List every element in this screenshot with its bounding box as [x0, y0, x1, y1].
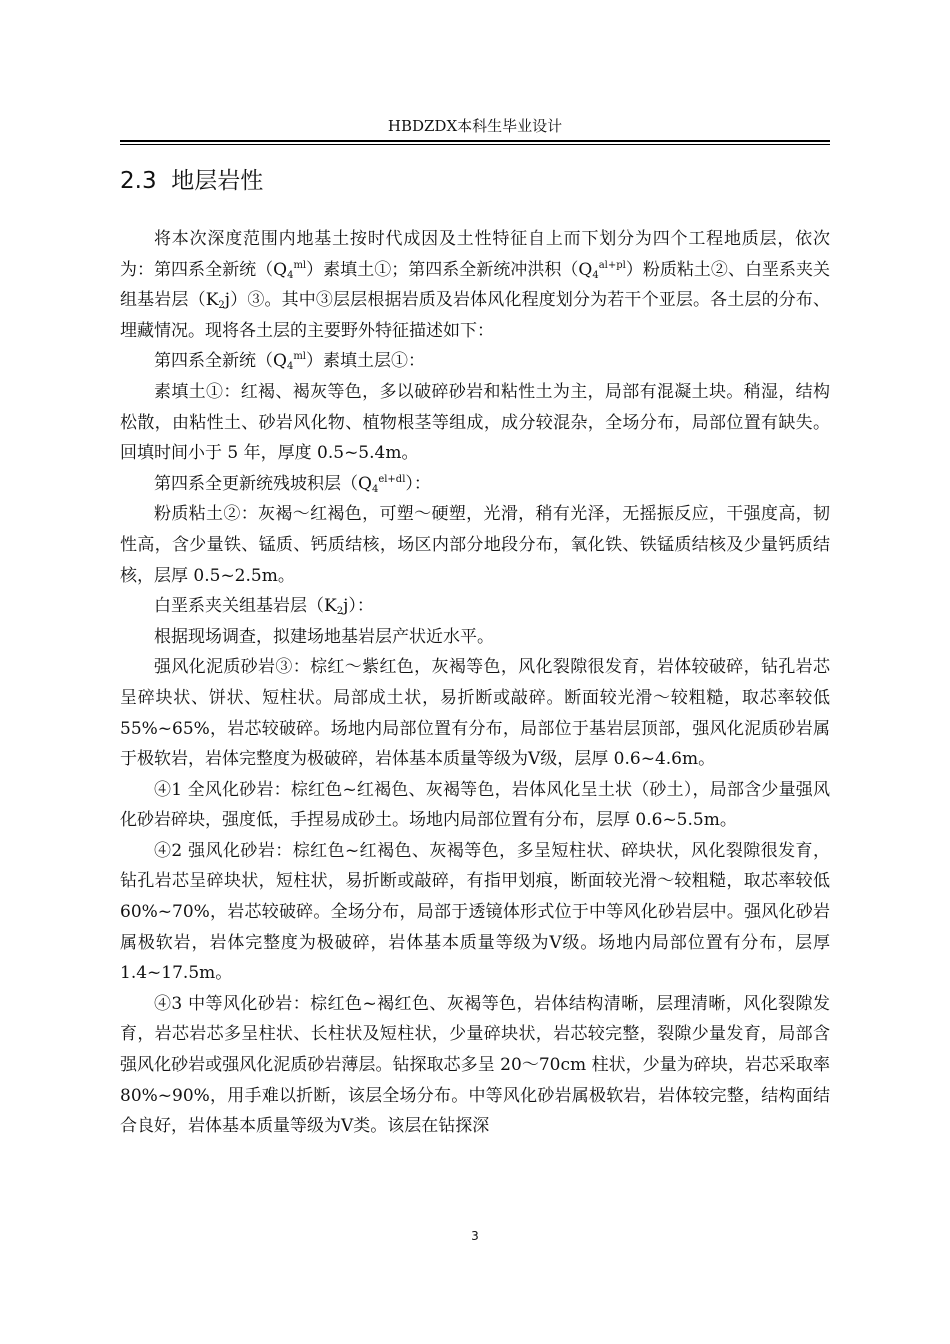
silty-clay-description: 粉质粘土②：灰褐～红褐色，可塑～硬塑，光滑，稍有光泽，无摇振反应，干强度高，韧性高，含少量铁、锰质、钙质结核，场区内部分地段分布，氧化铁、铁锰质结核及少量钙质结核，层厚 0.5~2.5m。: [120, 504, 830, 586]
section-heading: [120, 166, 263, 196]
page-header: HBDZDX本科生毕业设计: [387, 117, 563, 135]
bedrock-attitude: 根据现场调查，拟建场地基岩层产状近水平。: [154, 626, 494, 647]
body-text: [120, 224, 830, 1142]
header-rule-thin: [120, 144, 830, 145]
argillaceous-sandstone-description: 强风化泥质砂岩③：棕红～紫红色，灰褐等色，风化裂隙很发育，岩体较破碎，钻孔岩芯呈碎块状、饼状、短柱状。局部成土状，易折断或敲碎。断面较光滑～较粗糙，取芯率较低 55%~65%，岩芯较破碎。场地内局部位置有分布，局部位于基岩层顶部，强风化泥质砂岩属于极软岩，岩体完整度为极破碎，岩体基本质量等级为Ⅴ级，层厚 0.6~4.6m。: [120, 657, 830, 770]
intro-paragraph: 将本次深度范围内地基土按时代成因及土性特征自上而下划分为四个工程地质层，依次为：第四系全新统$(Q_4^{ml})$素填土①；第四系全新统冲洪积$(Q_4^{al+pl})$粉质粘土②、白垩系夹关组基岩层$(K_2j)③$。其中③层层根据岩质及岩体风化程度划分为若干个亚层。各土层的分布、埋藏情况。现将各土层的主要野外特征描述如下：: [120, 229, 831, 341]
section-title: 地层岩性: [171, 168, 264, 194]
layer-heading-fill: 第四系全新统$(Q_4^{ml})$素填土层①：: [154, 351, 425, 373]
moderately-weathered-sandstone: ④3 中等风化砂岩：棕红色~褐红色、灰褐等色，岩体结构清晰，层理清晰，风化裂隙发育，岩芯岩芯多呈柱状、长柱状及短柱状，少量碎块状，岩芯较完整，裂隙少量发育，局部含强风化砂岩或强风化泥质砂岩薄层。钻探取芯多呈 20～70cm 柱状，少量为碎块，岩芯采取率 80%~90%，用手难以折断，该层全场分布。中等风化砂岩属极软岩，岩体较完整，结构面结合良好，岩体基本质量等级为Ⅴ类。该层在钻探深: [120, 993, 830, 1137]
layer-heading-bedrock: 白垩系夹关组基岩层$(K_2j)$：: [154, 596, 374, 618]
strongly-weathered-sandstone: ④2 强风化砂岩：棕红色~红褐色、灰褐等色，多呈短柱状、碎块状，风化裂隙很发育，钻孔岩芯呈碎块状，短柱状，易折断或敲碎，有指甲划痕，断面较光滑～较粗糙，取芯率较低 60%~70%，岩芯较破碎。全场分布，局部于透镜体形式位于中等风化砂岩层中。强风化砂岩属极软岩，岩体完整度为极破碎，岩体基本质量等级为Ⅴ级。场地内局部位置有分布，层厚 1.4~17.5m。: [120, 840, 830, 984]
page-number: 3: [471, 1229, 479, 1243]
layer-heading-residual: 第四系全更新统残坡积层$(Q_4^{el+dl})$：: [154, 473, 431, 495]
section-number: 2.3: [120, 168, 157, 194]
completely-weathered-sandstone: ④1 全风化砂岩：棕红色~红褐色、灰褐等色，岩体风化呈土状（砂土），局部含少量强风化砂岩碎块，强度低，手捏易成砂土。场地内局部位置有分布，层厚 0.6~5.5m。: [120, 779, 830, 831]
header-rule-thick: [120, 140, 830, 142]
fill-description: 素填土①：红褐、褐灰等色，多以破碎砂岩和粘性土为主，局部有混凝土块。稍湿，结构松散，由粘性土、砂岩风化物、植物根茎等组成，成分较混杂，全场分布，局部位置有缺失。回填时间小于 5 年，厚度 0.5~5.4m。: [120, 381, 830, 464]
